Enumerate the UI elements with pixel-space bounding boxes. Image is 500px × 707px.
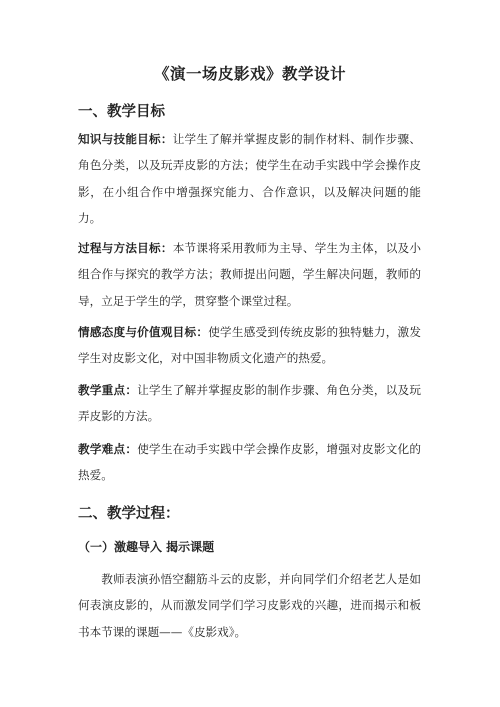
paragraph-label: 知识与技能目标： <box>78 132 173 146</box>
section-heading-teaching-goals: 一、教学目标 <box>78 104 165 120</box>
paragraph-text: 本节课将采用教师为主导、学生为主体，以及小组合作与探究的教学方法；教师提出问题，学生解决问题，教师的导，立足于学生的学，贯穿整个课堂过程。 <box>78 241 421 308</box>
document-title: 《演一场皮影戏》教学设计 <box>153 65 346 83</box>
paragraph-text: 使学生在动手实践中学会操作皮影，增强对皮影文化的热爱。 <box>78 442 421 483</box>
paragraph-label: 教学重点： <box>78 383 138 397</box>
paragraph-emotion-value-goal <box>78 319 421 372</box>
paragraph-text: 让学生了解并掌握皮影的制作步骤、角色分类，以及玩弄皮影的方法。 <box>78 383 421 424</box>
paragraph-label: 过程与方法目标： <box>78 241 173 255</box>
paragraph-knowledge-skill-goal <box>78 126 421 231</box>
paragraph-text: 让学生了解并掌握皮影的制作材料、制作步骤、角色分类，以及玩弄皮影的方法；使学生在动手实践中学会操作皮影，在小组合作中增强探究能力、合作意识，以及解决问题的能力。 <box>78 132 421 225</box>
subsection-heading-introduction: （一）激趣导入 揭示课题 <box>78 540 215 554</box>
paragraph-process-method-goal <box>78 235 421 314</box>
paragraph-teaching-difficulty <box>78 436 421 489</box>
paragraph-introduction: 教师表演孙悟空翻筋斗云的皮影，并向同学们介绍老艺人是如何表演皮影的，从而激发同学们学习皮影戏的兴趣，进而揭示和板书本节课的课题——《皮影戏》。 <box>78 572 421 639</box>
paragraph-label: 教学难点： <box>78 442 138 456</box>
paragraph-teaching-focus <box>78 377 421 430</box>
paragraph-text: 使学生感受到传统皮影的独特魅力，激发学生对皮影文化，对中国非物质文化遗产的热爱。 <box>78 325 421 366</box>
section-heading-teaching-process: 二、教学过程： <box>78 506 180 522</box>
paragraph-label: 情感态度与价值观目标： <box>78 325 209 339</box>
